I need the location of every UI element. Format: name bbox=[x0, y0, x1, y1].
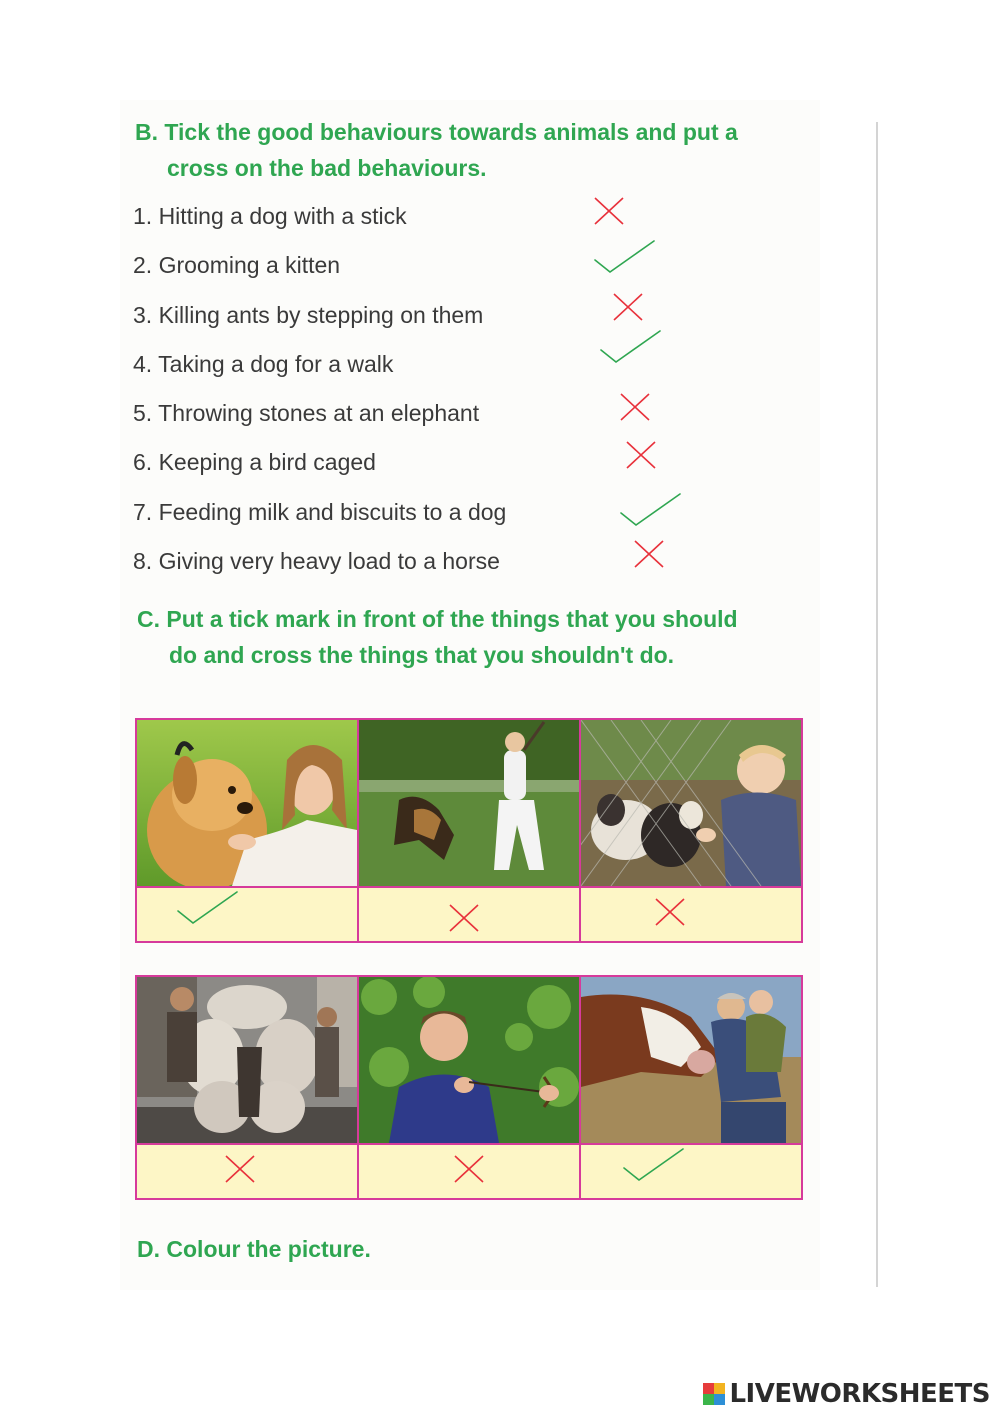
section-b-title-line1: B. Tick the good behaviours towards animals and put a bbox=[135, 119, 738, 145]
behaviour-list bbox=[133, 192, 506, 586]
answer-cell-3[interactable] bbox=[581, 888, 801, 941]
photo-cell-1 bbox=[137, 720, 359, 886]
tick-icon bbox=[600, 330, 662, 364]
answer-mark-7[interactable] bbox=[620, 493, 682, 527]
cross-icon bbox=[454, 1155, 484, 1183]
answer-mark-8[interactable] bbox=[634, 540, 664, 568]
grid1-mark-3 bbox=[655, 898, 685, 926]
cross-icon bbox=[225, 1155, 255, 1183]
cross-icon bbox=[655, 898, 685, 926]
person-hitting-dog-photo bbox=[359, 720, 579, 886]
cross-icon bbox=[594, 197, 624, 225]
tick-icon bbox=[623, 1148, 685, 1182]
behaviour-item-4: 4. Taking a dog for a walk bbox=[133, 350, 394, 377]
liveworksheets-logo bbox=[703, 1378, 990, 1410]
boy-slingshot-photo bbox=[359, 977, 579, 1143]
section-b-title-line2: cross on the bad behaviours. bbox=[167, 155, 487, 181]
answer-cell-6[interactable] bbox=[581, 1145, 801, 1198]
page-edge-rule bbox=[876, 122, 878, 1287]
cross-icon bbox=[634, 540, 664, 568]
answer-cell-5[interactable] bbox=[359, 1145, 581, 1198]
section-d-heading: D. Colour the picture. bbox=[137, 1236, 371, 1262]
section-c-heading bbox=[137, 601, 738, 673]
cross-icon bbox=[449, 904, 479, 932]
woman-grooming-dog-photo bbox=[137, 720, 357, 886]
cross-icon bbox=[626, 441, 656, 469]
photo-cell-6 bbox=[581, 977, 801, 1143]
behaviour-item-2: 2. Grooming a kitten bbox=[133, 252, 341, 279]
logo-badge-icon bbox=[703, 1383, 725, 1405]
answer-cell-1[interactable] bbox=[137, 888, 359, 941]
answer-mark-5[interactable] bbox=[620, 393, 650, 421]
behaviour-item-8: 8. Giving very heavy load to a horse bbox=[133, 548, 500, 575]
grid2-mark-1 bbox=[225, 1155, 255, 1183]
grid1-mark-2 bbox=[449, 904, 479, 932]
photo-cell-5 bbox=[359, 977, 581, 1143]
section-b-heading bbox=[135, 114, 738, 186]
answer-mark-1[interactable] bbox=[594, 197, 624, 225]
tick-icon bbox=[594, 240, 656, 274]
photo-cell-4 bbox=[137, 977, 359, 1143]
answer-mark-4[interactable] bbox=[600, 330, 662, 364]
section-c-title-line1: C. Put a tick mark in front of the things that you should bbox=[137, 606, 738, 632]
grid2-mark-3 bbox=[623, 1148, 685, 1182]
behaviour-item-6: 6. Keeping a bird caged bbox=[133, 449, 376, 476]
logo-text: LIVEWORKSHEETS bbox=[729, 1379, 990, 1409]
picture-grid-1 bbox=[135, 718, 803, 943]
behaviour-item-3: 3. Killing ants by stepping on them bbox=[133, 301, 484, 328]
answer-mark-3[interactable] bbox=[613, 293, 643, 321]
donkey-heavy-load-photo bbox=[137, 977, 357, 1143]
photo-cell-2 bbox=[359, 720, 581, 886]
child-feeding-goats-photo bbox=[581, 720, 801, 886]
behaviour-item-5: 5. Throwing stones at an elephant bbox=[133, 400, 480, 427]
cross-icon bbox=[613, 293, 643, 321]
behaviour-item-7: 7. Feeding milk and biscuits to a dog bbox=[133, 498, 507, 525]
tick-icon bbox=[620, 493, 682, 527]
grid1-mark-1 bbox=[177, 891, 239, 925]
answer-mark-2[interactable] bbox=[594, 240, 656, 274]
section-c-title-line2: do and cross the things that you shouldn't do. bbox=[169, 642, 675, 668]
answer-cell-2[interactable] bbox=[359, 888, 581, 941]
photo-cell-3 bbox=[581, 720, 801, 886]
picture-grid-2 bbox=[135, 975, 803, 1200]
tick-icon bbox=[177, 891, 239, 925]
answer-mark-6[interactable] bbox=[626, 441, 656, 469]
behaviour-item-1: 1. Hitting a dog with a stick bbox=[133, 203, 407, 229]
feeding-cow-photo bbox=[581, 977, 801, 1143]
cross-icon bbox=[620, 393, 650, 421]
answer-cell-4[interactable] bbox=[137, 1145, 359, 1198]
grid2-mark-2 bbox=[454, 1155, 484, 1183]
